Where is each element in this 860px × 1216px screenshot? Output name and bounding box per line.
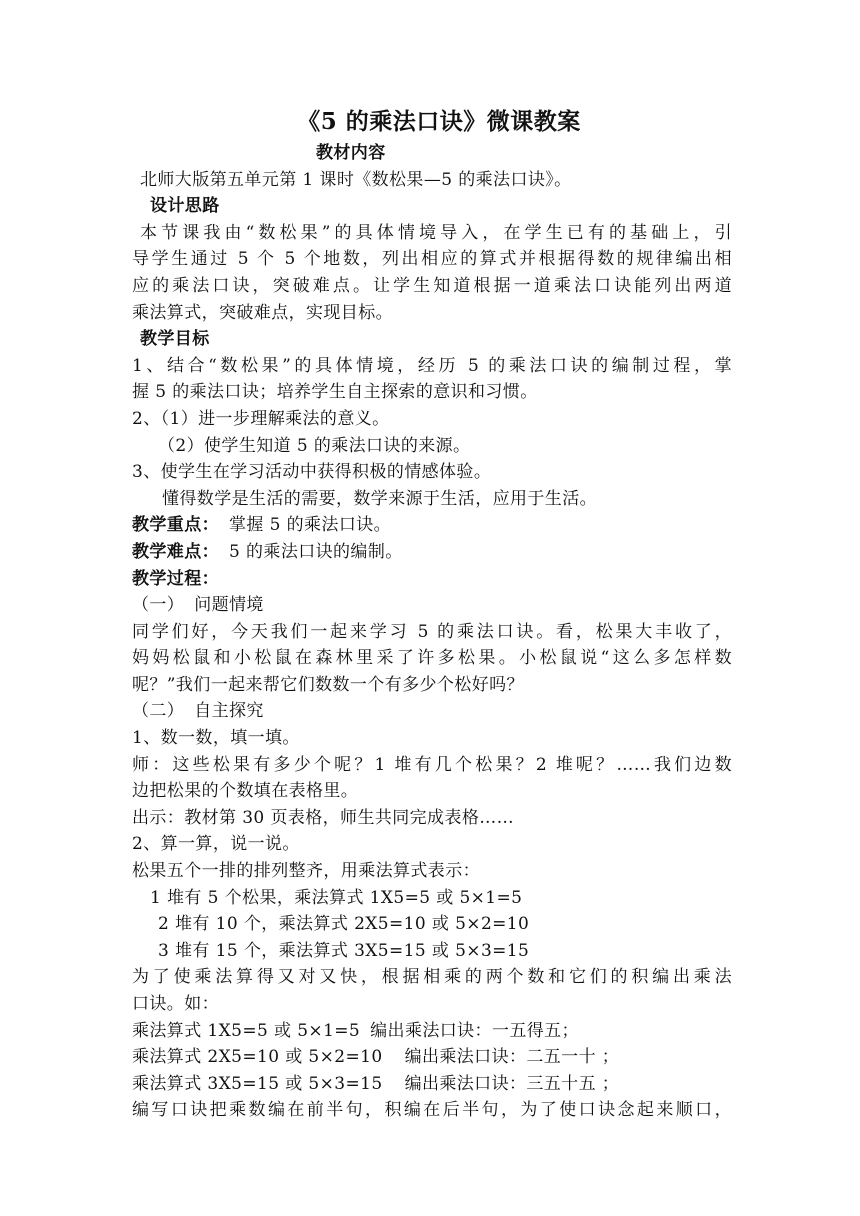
show-text: 出示：教材第 30 页表格，师生共同完成表格…… (132, 807, 515, 828)
rhyme-row (132, 1044, 732, 1071)
key-point-row (132, 512, 732, 539)
arrange-text: 松果五个一排的排列整齐，用乘法算式表示： (132, 861, 480, 882)
part2-number: （二） (132, 701, 185, 722)
rhyme-text: 编出乘法口诀：二五一十 ； (404, 1047, 620, 1068)
part1-title: 问题情境 (194, 595, 264, 616)
goal-line: 懂得数学是生活的需要，数学来源于生活，应用于生活。 (162, 488, 597, 509)
formula-line: 1 堆有 5 个松果，乘法算式 1X5=5 或 5×1=5 (150, 887, 523, 908)
teacher-line: 师：这些松果有多少个呢？1 堆有几个松果？2 堆呢？……我们边数 (132, 754, 732, 775)
goal-line: 握 5 的乘法口诀；培养学生自主探索的意识和习惯。 (132, 382, 538, 403)
design-line: 导学生通过 5 个 5 个地数，列出相应的算式并根据得数的规律编出相 (132, 249, 732, 270)
key-point-label: 教学重点： (132, 515, 219, 536)
heading-design: 设计思路 (150, 196, 220, 217)
design-line: 应的乘法口诀，突破难点。让学生知道根据一道乘法口诀能列出两道 (132, 275, 732, 296)
rhyme-formula: 乘法算式 1X5=5 或 5×1=5 (132, 1020, 361, 1041)
teacher-line: 边把松果的个数填在表格里。 (132, 781, 359, 802)
difficulty-label: 教学难点： (132, 541, 219, 562)
goal-line: 1、结合“数松果”的具体情境，经历 5 的乘法口诀的编制过程，掌 (132, 355, 732, 376)
rhyme-text: 编出乘法口诀：三五十五 ； (404, 1073, 620, 1094)
key-point-text: 掌握 5 的乘法口诀。 (229, 515, 392, 536)
step-2: 2、算一算，说一说。 (132, 834, 300, 855)
derive-line: 口诀。如： (132, 994, 219, 1014)
goal-line: 3、使学生在学习活动中获得积极的情感体验。 (132, 462, 492, 483)
part1-line: 妈妈松鼠和小松鼠在森林里采了许多松果。小松鼠说“这么多怎样数 (132, 648, 732, 669)
rhyme-text: 编出乘法口诀：一五得五； (370, 1020, 579, 1041)
step-1: 1、数一数，填一填。 (132, 728, 300, 749)
part2-heading (132, 698, 732, 725)
heading-process: 教学过程： (132, 568, 219, 589)
formula-line: 2 堆有 10 个，乘法算式 2X5=10 或 5×2=10 (158, 914, 530, 935)
formula-line: 3 堆有 15 个，乘法算式 3X5=15 或 5×3=15 (158, 940, 530, 961)
design-line: 本节课我由“数松果”的具体情境导入，在学生已有的基础上，引 (140, 222, 732, 243)
goal-line: 2、（1）进一步理解乘法的意义。 (132, 408, 390, 429)
document-title: 《5 的乘法口诀》微课教案 (297, 108, 581, 135)
rhyme-row (132, 1018, 732, 1045)
goal-line: （2）使学生知道 5 的乘法口诀的来源。 (158, 435, 471, 456)
rhyme-formula: 乘法算式 3X5=15 或 5×3=15 (132, 1073, 383, 1094)
part1-number: （一） (132, 595, 185, 616)
heading-material: 教材内容 (316, 143, 386, 163)
rhyme-row (132, 1071, 732, 1098)
part1-heading (132, 592, 732, 619)
heading-goals: 教学目标 (140, 329, 210, 350)
document-body (132, 104, 732, 1124)
derive-line: 为了使乘法算得又对又快，根据相乘的两个数和它们的积编出乘法 (132, 967, 732, 988)
final-line: 编写口诀把乘数编在前半句，积编在后半句，为了使口诀念起来顺口， (132, 1100, 732, 1121)
part2-title: 自主探究 (194, 701, 264, 722)
part1-line: 呢？”我们一起来帮它们数数一个有多少个松好吗？ (132, 674, 524, 695)
difficulty-text: 5 的乘法口诀的编制。 (229, 541, 403, 562)
part1-line: 同学们好，今天我们一起来学习 5 的乘法口诀。看，松果大丰收了， (132, 621, 732, 642)
rhyme-formula: 乘法算式 2X5=10 或 5×2=10 (132, 1047, 383, 1068)
material-text: 北师大版第五单元第 1 课时《数松果—5 的乘法口诀》。 (140, 169, 572, 190)
difficulty-row (132, 539, 732, 566)
design-line: 乘法算式，突破难点，实现目标。 (132, 302, 393, 323)
